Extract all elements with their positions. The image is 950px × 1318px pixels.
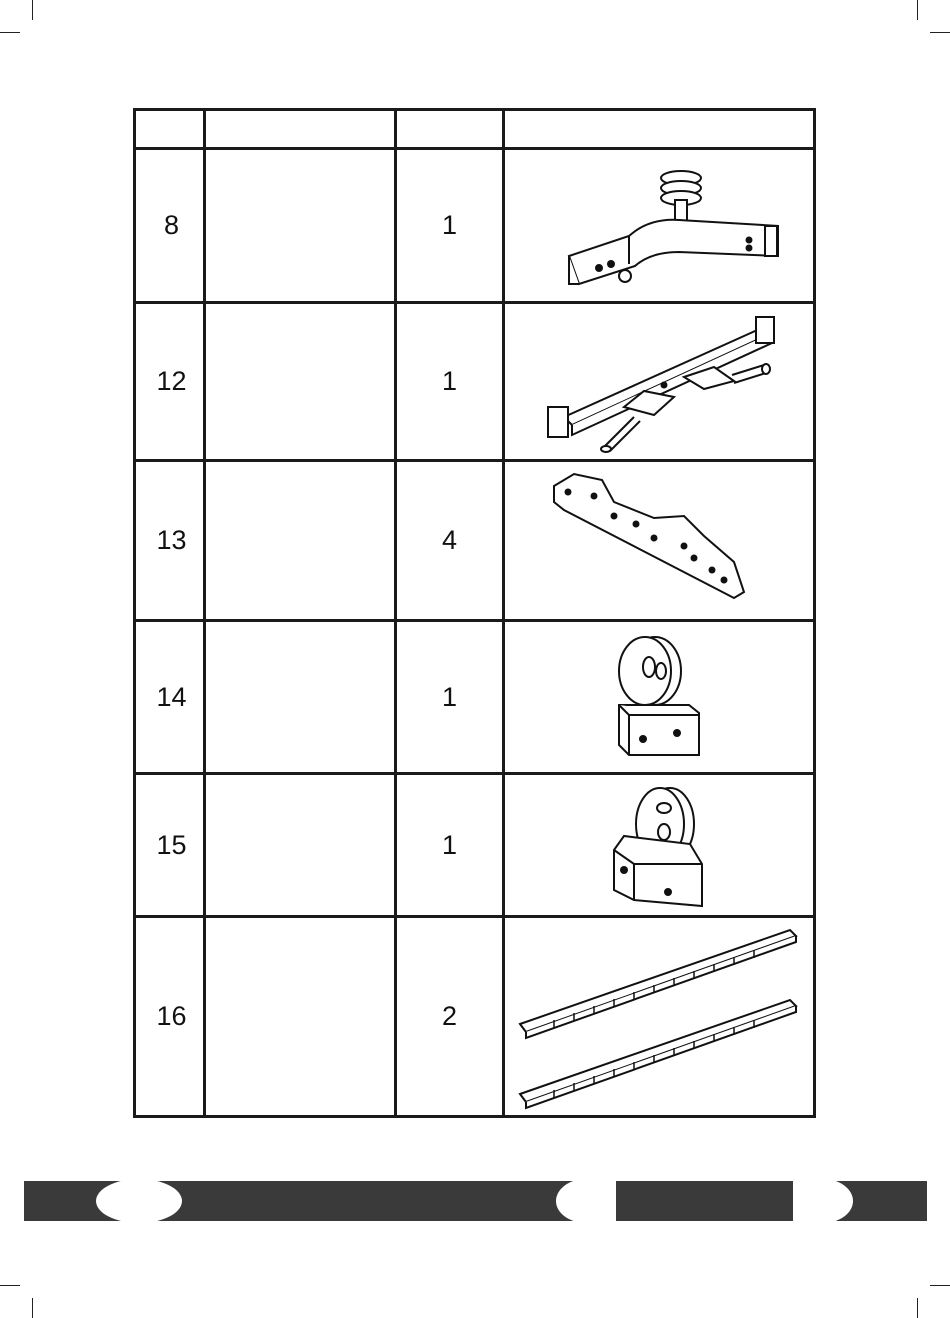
part-number: 12: [135, 303, 205, 461]
part-qty: 1: [396, 149, 504, 303]
part-number: 15: [135, 774, 205, 917]
header-image: [504, 110, 815, 149]
crop-mark: [32, 1298, 33, 1318]
crop-mark: [930, 1285, 950, 1286]
part-image: [504, 774, 815, 917]
part-qty: 4: [396, 461, 504, 621]
part-image: [504, 303, 815, 461]
crop-mark: [917, 1298, 918, 1318]
table-row: [135, 461, 815, 621]
crop-mark: [917, 0, 918, 20]
part-number: 16: [135, 917, 205, 1117]
part-qty: 2: [396, 917, 504, 1117]
crop-mark: [0, 1285, 20, 1286]
crop-mark: [930, 32, 950, 33]
part-description: [205, 303, 396, 461]
part-number: 13: [135, 461, 205, 621]
pulley-bracket-icon: [599, 627, 719, 767]
part-image: [504, 461, 815, 621]
part-description: [205, 149, 396, 303]
rack-rail-icon: [514, 922, 804, 1112]
table-header-row: [135, 110, 815, 149]
table-row: [135, 917, 815, 1117]
part-description: [205, 774, 396, 917]
part-description: [205, 461, 396, 621]
table-row: [135, 774, 815, 917]
part-image: [504, 149, 815, 303]
crop-mark: [32, 0, 33, 20]
part-image: [504, 917, 815, 1117]
page-number-right: [793, 1179, 853, 1223]
part-image: [504, 621, 815, 774]
table-row: [135, 303, 815, 461]
part-qty: 1: [396, 774, 504, 917]
header-description: [205, 110, 396, 149]
pulley-bracket-icon: [594, 780, 724, 910]
crop-mark: [0, 32, 20, 33]
table-row: [135, 621, 815, 774]
mounting-plate-icon: [534, 466, 784, 616]
part-description: [205, 917, 396, 1117]
part-qty: 1: [396, 621, 504, 774]
part-number: 14: [135, 621, 205, 774]
pulley-arm-icon: [539, 156, 779, 296]
part-qty: 1: [396, 303, 504, 461]
page-number-left: [96, 1179, 182, 1223]
table-row: [135, 149, 815, 303]
header-qty: [396, 110, 504, 149]
part-description: [205, 621, 396, 774]
part-number: 8: [135, 149, 205, 303]
chin-up-bar-icon: [534, 307, 784, 457]
parts-table: [133, 108, 816, 1118]
header-no: [135, 110, 205, 149]
section-label: [556, 1179, 616, 1223]
